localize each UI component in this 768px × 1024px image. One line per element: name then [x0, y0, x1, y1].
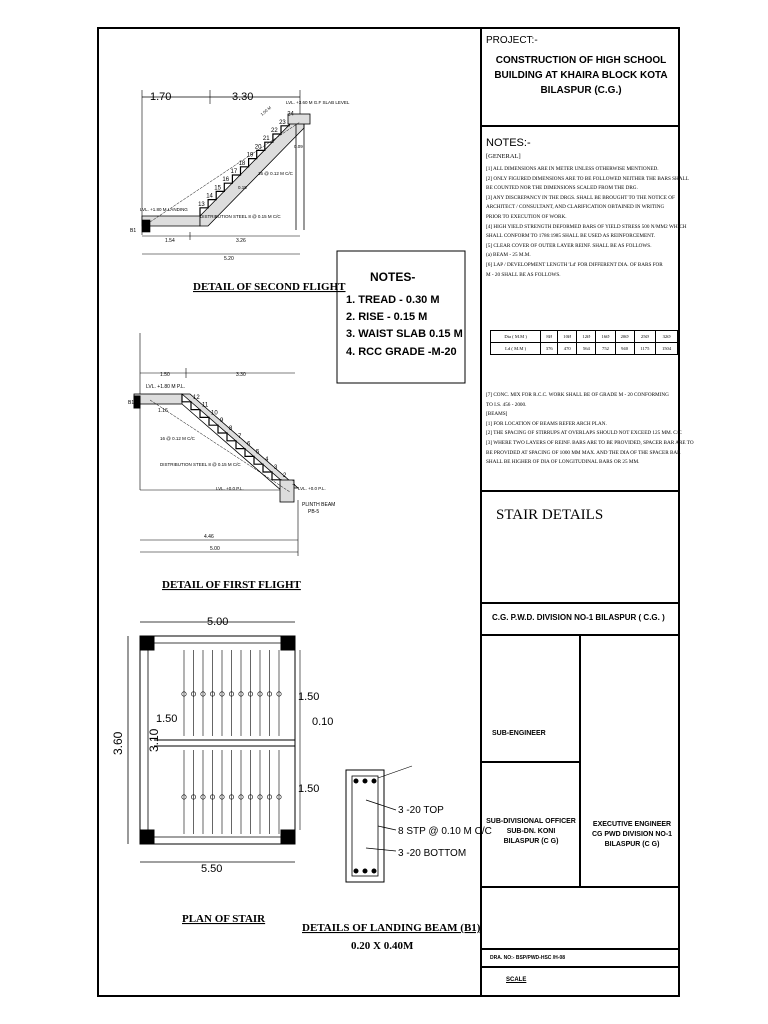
sign-hline [482, 761, 581, 763]
ff-lvl-mid: LVL. +0.0 P.L. [216, 486, 244, 491]
office-cell [482, 604, 680, 636]
project-name-line-2: BUILDING AT KHAIRA BLOCK KOTA [494, 70, 668, 81]
project-name-line-1: CONSTRUCTION OF HIGH SCHOOL [495, 55, 667, 66]
ee-line: EXECUTIVE ENGINEER [592, 821, 672, 828]
beam-bar-top: 3 -20 TOP [398, 805, 444, 816]
table-row [491, 331, 678, 343]
sf-dim-top-1: 1.70 [150, 91, 172, 103]
plan-dim-top: 5.00 [207, 616, 229, 628]
step-number: 1 [292, 480, 296, 487]
table-cell: 564 [577, 343, 596, 355]
sdo-block [486, 817, 576, 847]
office-name: C.G. P.W.D. DIVISION NO-1 BILASPUR ( C.G. ) [492, 613, 665, 622]
project-label: PROJECT:- [486, 35, 538, 46]
table-cell: 12Ø [577, 331, 596, 343]
step-number: 23 [279, 119, 286, 126]
ee-block [584, 820, 680, 850]
step-number: 21 [262, 136, 270, 143]
post-note: [7] CONC. MIX FOR R.C.C. WORK SHALL BE OF GRADE M - 20 CONFORMING [486, 392, 669, 398]
post-note: [2] THE SPACING OF STIRRUPS AT OVERLAPS SHOULD NOT EXCEED 125 MM. C/C [486, 430, 682, 437]
table-cell: 1504 [656, 343, 678, 355]
stair-note-1: 1. TREAD - 0.30 M [346, 294, 440, 306]
ff-rebar-main: 16 @ 0.12 M C/C [160, 436, 195, 441]
table-cell: 752 [596, 343, 615, 355]
step-number: 24 [287, 111, 294, 118]
sdo-line: SUB-DIVISIONAL OFFICER [486, 818, 576, 825]
sdo-line: BILASPUR (C G) [503, 838, 559, 845]
step-number: 15 [214, 185, 221, 192]
drawing-no: DRA. NO:- BSP/PWD-HSC /H-08 [490, 955, 566, 961]
sf-dim-top-2: 3.30 [232, 91, 254, 103]
step-number: 5 [256, 449, 260, 456]
plan-dim-left-outer: 3.60 [111, 731, 125, 755]
title-block [480, 27, 694, 997]
plan-dim-right-3: 1.50 [298, 783, 320, 795]
plan-dim-right-2: 0.10 [312, 716, 334, 728]
table-cell: 8Ø [541, 331, 558, 343]
project-name-line-3: BILASPUR (C.G.) [540, 85, 622, 96]
project-name [492, 53, 670, 98]
general-note: ARCHITECT / CONSULTANT, AND CLARIFICATION OBTAINED IN WRITING [486, 204, 665, 211]
sf-dim-total: 5.20 [224, 256, 234, 262]
sf-rebar-main: 16 @ 0.12 M C/C [258, 171, 293, 176]
step-number: 2 [283, 472, 287, 479]
sf-dim-bottom-2: 3.26 [236, 238, 246, 244]
sf-rebar-dist: DISTRIBUTION STEEL 8 @ 0.15 M C/C [200, 214, 281, 219]
ff-b1-label: B1 [128, 400, 135, 406]
general-note: [6] LAP / DEVELOPMENT LENGTH 'Ld' FOR DIFFERENT DIA. OF BARS FOR [486, 261, 663, 268]
sf-len-note: 1.00 M [259, 105, 273, 117]
step-number: 6 [247, 441, 251, 448]
plan-dim-bottom: 5.50 [201, 863, 223, 875]
general-notes [486, 165, 689, 280]
stair-note-2: 2. RISE - 0.15 M [346, 311, 428, 323]
stair-note-4: 4. RCC GRADE -M-20 [346, 346, 457, 358]
sf-dim-bottom-1: 1.54 [165, 238, 175, 244]
step-number: 9 [220, 418, 224, 425]
general-note: [4] HIGH YIELD STRENGTH DEFORMED BARS OF YIELD STRESS 500 N/MM2 WHICH [486, 223, 687, 230]
general-note: (a) BEAM - 25 M.M. [486, 252, 531, 259]
step-number: 17 [230, 169, 238, 175]
table-cell: 940 [615, 343, 634, 355]
table-row [491, 343, 678, 355]
post-note: [BEAMS] [486, 411, 508, 418]
plan-dim-left-inner: 3.10 [147, 728, 161, 752]
post-note: [3] WHERE TWO LAYERS OF REINF. BARS ARE TO BE PROVIDED, SPACER BAR ARE TO [486, 439, 694, 446]
table-cell: 20Ø [615, 331, 634, 343]
step-number: 3 [274, 465, 278, 471]
drawing-title: STAIR DETAILS [496, 507, 604, 523]
plan-title: PLAN OF STAIR [182, 913, 266, 925]
step-number: 19 [246, 152, 254, 159]
general-note: PRIOR TO EXECUTION OF WORK. [486, 213, 567, 220]
ff-lvl-top: LVL. +1.80 M P.L. [146, 384, 186, 390]
ff-dim-total: 5.00 [210, 546, 220, 552]
drawing-title-cell [482, 492, 680, 604]
table-cell: 1175 [634, 343, 655, 355]
table-cell: 25Ø [634, 331, 655, 343]
general-note: [5] CLEAR COVER OF OUTER LAYER REINF. SHALL BE AS FOLLOWS. [486, 242, 652, 249]
step-number: 8 [229, 426, 233, 432]
ff-waist: 1.16 [158, 408, 168, 414]
drawing-no-cell [482, 948, 680, 968]
ee-line: BILASPUR (C G) [604, 841, 660, 848]
general-note: [2] ONLY FIGURED DIMENSIONS ARE TO BE FOLLOWED NEITHER THE BARS SHALL [486, 175, 689, 182]
stair-notes-title: NOTES- [370, 270, 416, 284]
project-cell [482, 27, 680, 127]
ff-plinth-2: PB-5 [308, 509, 320, 515]
general-note: [1] ALL DIMENSIONS ARE IN METER UNLESS OTHERWISE MENTIONED. [486, 166, 659, 172]
table-cell: 32Ø [656, 331, 678, 343]
step-number: 20 [254, 144, 262, 151]
table-cell: 16Ø [596, 331, 615, 343]
step-number: 4 [265, 457, 269, 464]
ff-lvl-bottom: LVL. +0.0 P.L. [298, 486, 326, 491]
notes-cell [482, 127, 694, 492]
step-number: 11 [202, 402, 209, 409]
step-number: 16 [222, 177, 230, 184]
general-note: BE COUNTED NOR THE DIMENSIONS SCALED FROM THE DRG. [486, 185, 638, 192]
first-flight-detail [134, 333, 298, 556]
sign-bottom-line [482, 886, 680, 888]
ff-dim-bottom: 4.46 [204, 534, 214, 540]
step-number: 14 [206, 193, 213, 200]
general-note: SHALL CONFORM TO 1786:1985 SHALL BE USED AS REINFORCEMENT. [486, 233, 655, 240]
table-cell: Ld ( M.M ) [491, 343, 541, 355]
step-number: 7 [238, 433, 242, 440]
beam-stirrup: 8 STP @ 0.10 M C/C [398, 826, 492, 837]
sf-b1-label: B1 [130, 228, 137, 234]
sub-engineer-label: SUB-ENGINEER [492, 730, 546, 737]
general-note: [3] ANY DISCREPANCY IN THE DRGS. SHALL BE BROUGHT TO THE NOTICE OF [486, 194, 675, 201]
scale-label: SCALE [506, 977, 527, 983]
ff-dim-top-2: 3.30 [236, 372, 246, 378]
post-table-notes [486, 391, 694, 468]
step-number: 13 [198, 201, 205, 208]
sdo-line: SUB-DN. KONI [506, 828, 556, 835]
beam-bar-bottom: 3 -20 BOTTOM [398, 848, 467, 859]
ff-plinth-1: PLINTH BEAM [302, 502, 336, 508]
post-note: BE PROVIDED AT SPACING OF 1000 MM MAX. AND THE DIA OF THE SPACER BAR [486, 449, 681, 456]
post-note: TO I.S. 456 - 2000. [486, 401, 527, 408]
sf-title: DETAIL OF SECOND FLIGHT [193, 281, 346, 293]
plan-dim-right-1: 1.50 [298, 691, 320, 703]
sf-waist: 0.15 [238, 185, 247, 190]
ee-line: CG PWD DIVISION NO-1 [591, 831, 673, 838]
general-note: M - 20 SHALL BE AS FOLLOWS. [486, 271, 561, 278]
step-number: 10 [211, 410, 218, 417]
step-number: 18 [238, 160, 246, 167]
step-number: 12 [193, 394, 200, 401]
landing-beam-section [346, 766, 412, 882]
table-cell: 376 [541, 343, 558, 355]
ff-rebar-dist: DISTRIBUTION STEEL 8 @ 0.15 M C/C [160, 462, 241, 467]
post-note: SHALL BE HIGHER OF DIA OF LONGITUDINAL BARS OR 25 MM. [486, 459, 640, 466]
post-note: [1] FOR LOCATION OF BEAMS REFER ARCH PLAN. [486, 420, 607, 427]
stair-note-3: 3. WAIST SLAB 0.15 M [346, 328, 463, 340]
beam-size: 0.20 X 0.40M [351, 940, 414, 952]
sf-lvl-landing: LVL. +1.80 M LANDING [140, 207, 188, 212]
notes-title: NOTES:- [486, 137, 531, 149]
table-cell: 10Ø [558, 331, 577, 343]
sf-lvl-top: LVL. +3.60 M G.F SLAB LEVEL [286, 100, 350, 105]
sf-depth: 0.09 [294, 144, 303, 149]
ff-dim-top-1: 1.50 [160, 372, 170, 378]
lap-length-table [490, 330, 678, 355]
step-number: 22 [271, 128, 278, 134]
sign-cell-top [482, 636, 680, 761]
table-cell: 470 [558, 343, 577, 355]
general-label: [GENERAL] [486, 153, 521, 160]
table-cell: Dia ( M.M ) [491, 331, 541, 343]
ff-title: DETAIL OF FIRST FLIGHT [162, 579, 301, 591]
plan-dim-mid: 1.50 [156, 713, 178, 725]
beam-title: DETAILS OF LANDING BEAM (B1) [302, 922, 481, 934]
